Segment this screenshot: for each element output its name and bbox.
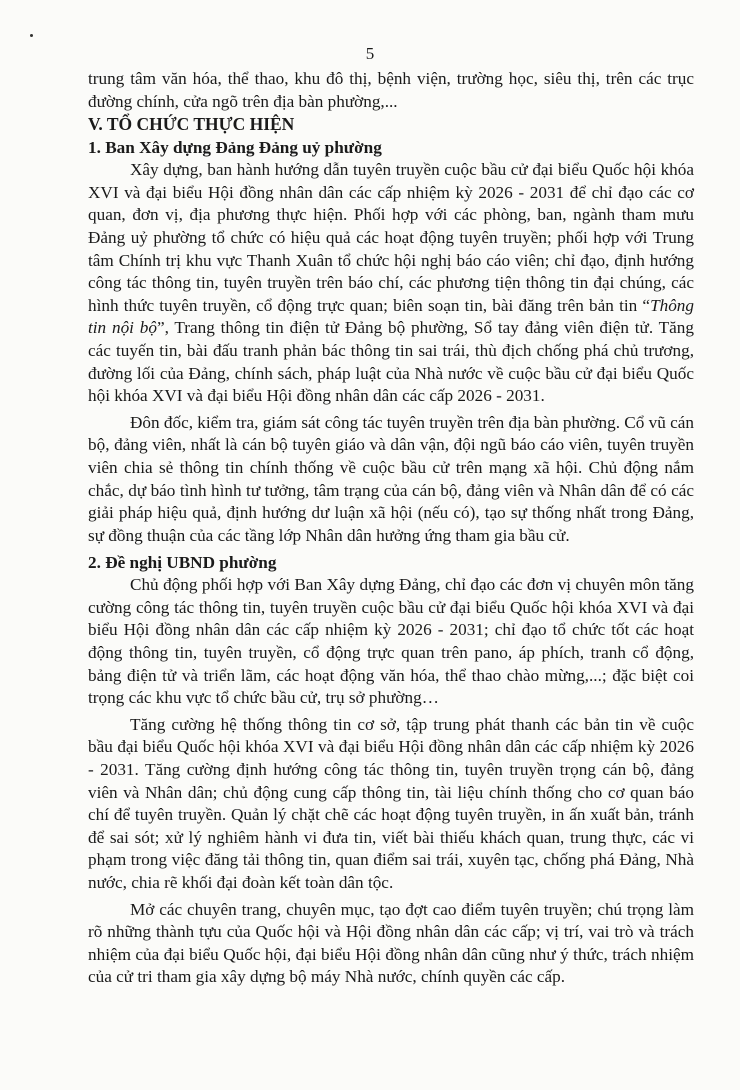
section-title: V. TỔ CHỨC THỰC HIỆN xyxy=(88,114,295,135)
subsection-2-title: 2. Đề nghị UBND phường xyxy=(88,553,277,573)
paragraph-text: Xây dựng, ban hành hướng dẫn tuyên truyền cuộc bầu cử đại biểu Quốc hội khóa XVI và đại biểu Hội đồng nhân dân các cấp nhiệm kỳ 2026 - 2031 để chỉ đạo các cơ quan, đơn vị, địa phương thực hiện. Phối hợp với các phòng, ban, ngành tham mưu Đảng uỷ phường tổ chức có hiệu quả các hoạt động tuyên truyền; phối hợp với Trung tâm Chính trị khu vực Thanh Xuân tổ chức hội nghị báo cáo viên; chỉ đạo, định hướng công tác thông tin, tuyên truyền trên báo chí, các phương tiện thông tin đại chúng, các hình thức tuyên truyền, cổ động trực quan; biên soạn tin, bài đăng trên bản tin “ xyxy=(88,160,694,315)
bulletin-name: Thông tin nội bộ xyxy=(88,295,694,338)
paragraph-text: ”, Trang thông tin điện tử Đảng bộ phường, Sổ tay đảng viên điện tử. Tăng các tuyến tin, bài đấu tranh phản bác thông tin sai trái, thù địch chống phá chủ trương, đường lối của Đảng, chính sách, pháp luật của Nhà nước về cuộc bầu cử đại biểu Quốc hội khóa XVI và đại biểu Hội đồng nhân dân các cấp 2026 - 2031. xyxy=(88,318,694,406)
subsection-2-paragraph-3: Mở các chuyên trang, chuyên mục, tạo đợt cao điểm tuyên truyền; chú trọng làm rõ những thành tựu của Quốc hội và Hội đồng nhân dân các cấp; vị trí, vai trò và trách nhiệm của đại biểu Quốc hội, đại biểu Hội đồng nhân dân cũng như ý thức, trách nhiệm của cử tri tham gia xây dựng bộ máy Nhà nước, chính quyền các cấp. xyxy=(88,899,694,987)
intro-paragraph: trung tâm văn hóa, thể thao, khu đô thị, bệnh viện, trường học, siêu thị, trên các trục đường chính, cửa ngõ trên địa bàn phường,... xyxy=(88,69,694,111)
subsection-2-paragraph-2: Tăng cường hệ thống thông tin cơ sở, tập trung phát thanh các bản tin về cuộc bầu đại biểu Quốc hội khóa XVI và đại biểu Hội đồng nhân dân các cấp nhiệm kỳ 2026 - 2031. Tăng cường định hướng công tác thông tin, tuyên truyền trọng cán bộ, đảng viên và Nhân dân; chủ động cung cấp thông tin, tài liệu chính thống cho cơ quan báo chí để tuyên truyền. Quản lý chặt chẽ các hoạt động tuyên truyền, in ấn xuất bản, tránh để sai sót; xử lý nghiêm hành vi đưa tin, viết bài thiếu khách quan, trung thực, các vi phạm trong việc đăng tải thông tin, quan điểm sai trái, xuyên tạc, chống phá Đảng, Nhà nước, chia rẽ khối đại đoàn kết toàn dân tộc. xyxy=(88,714,694,892)
subsection-2-paragraph-1: Chủ động phối hợp với Ban Xây dựng Đảng, chỉ đạo các đơn vị chuyên môn tăng cường công tác thông tin, tuyên truyền cuộc bầu cử đại biểu Quốc hội khóa XVI và đại biểu Hội đồng nhân dân các cấp nhiệm kỳ 2026 - 2031; chỉ đạo tổ chức tốt các hoạt động thông tin, tuyên truyền, cổ động trực quan trên pano, áp phích, tranh cổ động, bảng điện tử và triển lãm, các hoạt động văn hóa, thể thao chào mừng,...; đặc biệt coi trọng các khu vực tổ chức bầu cử, trụ sở phường… xyxy=(88,575,694,708)
subsection-1-paragraph-2: Đôn đốc, kiểm tra, giám sát công tác tuyên truyền trên địa bàn phường. Cổ vũ cán bộ, đảng viên, nhất là cán bộ tuyên giáo và dân vận, đội ngũ báo cáo viên, tuyên truyền viên chia sẻ thông tin chính thống về cuộc bầu cử trên mạng xã hội. Chủ động nắm chắc, dự báo tình hình tư tưởng, tâm trạng của cán bộ, đảng viên và Nhân dân để có các giải pháp hiệu quả, định hướng dư luận xã hội (nếu có), tạo sự thống nhất trong Đảng, sự đồng thuận của các tầng lớp Nhân dân hưởng ứng tham gia bầu cử. xyxy=(88,412,694,545)
document-body xyxy=(88,68,694,989)
scan-speck xyxy=(30,34,33,37)
page-number: 5 xyxy=(365,44,375,63)
subsection-1-paragraph-1 xyxy=(88,159,694,408)
subsection-1-title: 1. Ban Xây dựng Đảng Đảng uỷ phường xyxy=(88,138,382,158)
